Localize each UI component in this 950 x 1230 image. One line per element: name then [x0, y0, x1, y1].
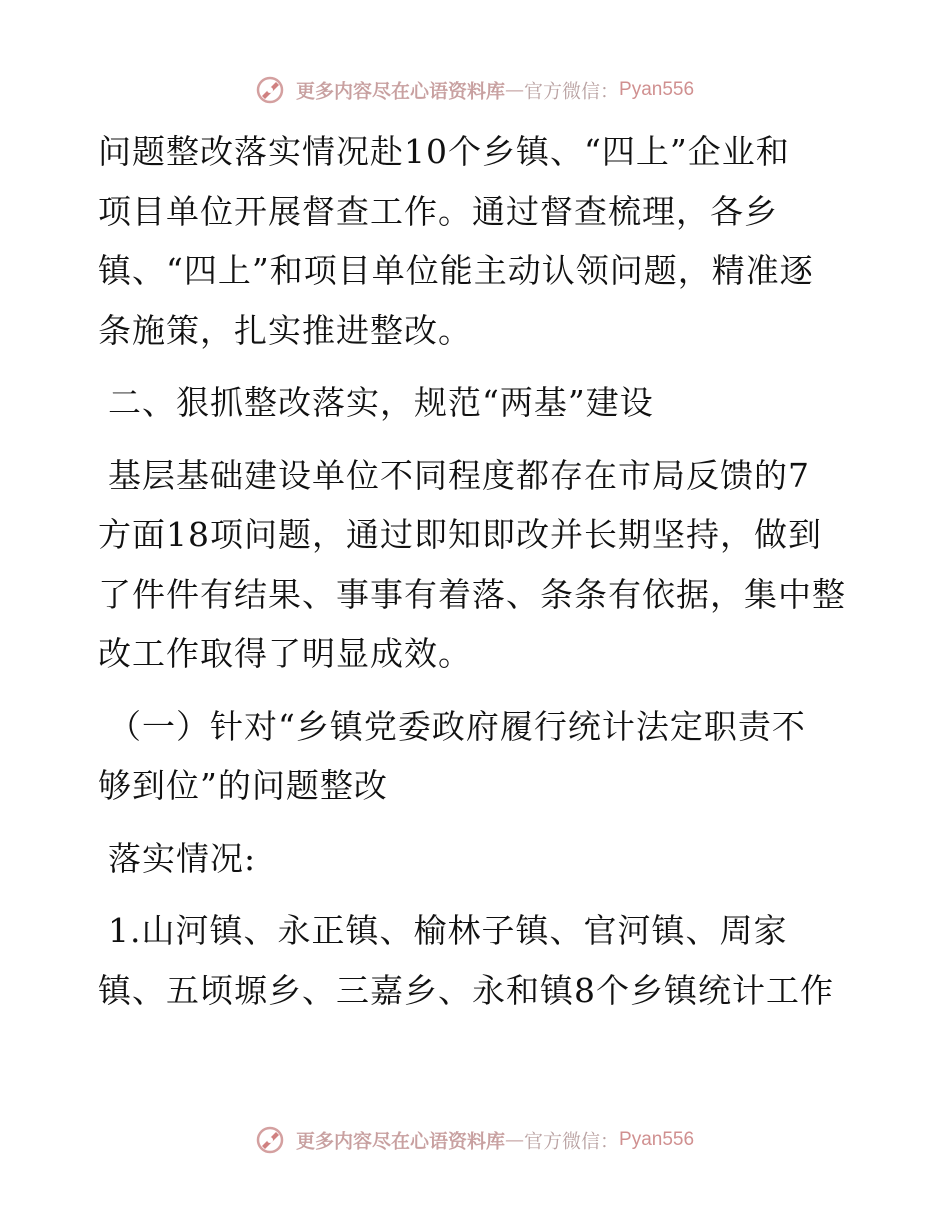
list-item	[98, 901, 868, 1020]
text-line: 条施策，扎实推进整改。	[98, 310, 472, 350]
text-line: 1.山河镇、永正镇、榆林子镇、官河镇、周家	[108, 911, 788, 950]
document-body	[98, 122, 868, 1020]
watermark-site-text: 更多内容尽在心语资料库	[296, 1130, 506, 1153]
watermark-logo-icon	[256, 76, 284, 104]
section-heading	[98, 373, 868, 433]
text-line: 方面18项问题，通过即知即改并长期坚持，做到	[98, 515, 822, 554]
watermark-site-text: 更多内容尽在心语资料库	[296, 80, 506, 103]
text-line: 落实情况:	[108, 838, 257, 878]
paragraph	[98, 122, 868, 360]
subsection-heading	[98, 697, 868, 816]
text-line: 问题整改落实情况赴10个乡镇、“四上”企业和	[98, 132, 790, 171]
watermark-separator: —	[505, 1129, 525, 1151]
watermark-contact-text: 官方微信：	[524, 1130, 620, 1153]
text-line: 项目单位开展督查工作。通过督查梳理，各乡	[98, 191, 778, 231]
heading-line: 够到位”的问题整改	[98, 766, 388, 805]
text-line: 基层基础建设单位不同程度都存在市局反馈的7	[108, 455, 810, 495]
watermark-wechat-id: Pyan556	[619, 79, 695, 100]
heading-line: 二、狠抓整改落实，规范“两基”建设	[108, 383, 654, 422]
watermark-contact-text: 官方微信：	[524, 80, 620, 103]
watermark-logo-icon	[256, 1126, 284, 1154]
text-line: 镇、“四上”和项目单位能主动认领问题，精准逐	[98, 251, 814, 290]
header-watermark	[0, 76, 950, 104]
heading-line: （一）针对“乡镇党委政府履行统计法定职责不	[108, 706, 806, 746]
watermark-wechat-id: Pyan556	[619, 1129, 695, 1150]
text-line: 了件件有结果、事事有着落、条条有依据，集中整	[98, 574, 846, 614]
paragraph	[98, 446, 868, 684]
text-line: 镇、五顷塬乡、三嘉乡、永和镇8个乡镇统计工作	[98, 970, 834, 1010]
paragraph	[98, 829, 868, 889]
footer-watermark	[0, 1126, 950, 1154]
watermark-separator: —	[505, 79, 525, 101]
text-line: 改工作取得了明显成效。	[98, 634, 472, 673]
